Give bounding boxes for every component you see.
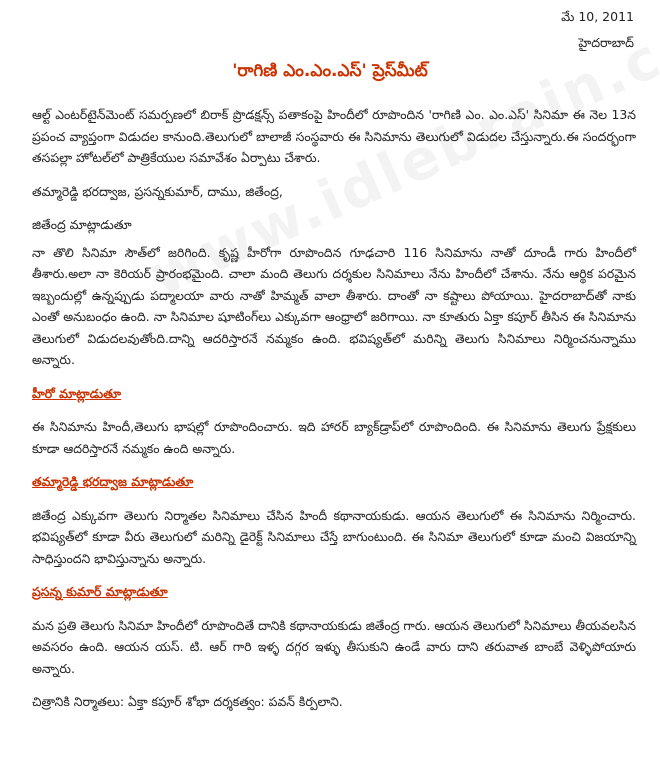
credits-line: చిత్రానికి నిర్మాతలు: ఏక్తా కపూర్ శోభా దర్శకత్వం: పవన్ కిర్పలాని. xyxy=(32,694,343,709)
page-title: 'రాగిణి ఎం.ఎం.ఎస్' ప్రెస్‌మీట్ xyxy=(232,61,428,81)
release-date: మే 10, 2011 xyxy=(561,9,634,24)
speaker-text-tammareddy: జితేంద్ర ఎక్కువగా తెలుగు నిర్మాతల సినిమాలు చేసిన హిందీ కథానాయకుడు. ఆయన తెలుగులో ఈ సినిమాను నిర్మించారు. భవిష్యత్‌లో కూడా వీరు తెలుగులో మరిన్ని డైరెక్ట్ సినిమాలు చేస్తే బాగుంటుంది. ఈ సినిమా తెలుగులో కూడా మంచి విజయాన్ని సాధిస్తుందని భావిస్తున్నాను అన్నారు. xyxy=(32,507,636,566)
speaker-text-prasanna: మన ప్రతి తెలుగు సినిమా హిందీలో రూపొందితే దానికి కథానాయకుడు జితేంద్ర గారు. ఆయన తెలుగులో సినిమాలు తీయవలసిన అవసరం ఉంది. ఆయన యస్. టి. ఆర్ గారి ఇళ్ళ దగ్గర ఇళ్ళు తీసుకుని ఉండే వారు దాని తరువాత బాంబే వెళ్ళిపోయారు అన్నారు. xyxy=(32,617,636,676)
speaker-label-prasanna: ప్రసన్న కుమార్ మాట్లాడుతూ xyxy=(32,584,168,599)
intro-paragraph: ఆల్ట్ ఎంటర్‌టైన్‌మెంట్ సమర్పణలో బిరాక్ ప్రొడక్షన్స్ పతాకంపై హిందీలో రూపొందిన 'రాగిణి ఎం. ఎం.ఎస్' సినిమా ఈ నెల 13న ప్రపంచ వ్యాప్తంగా విడుదల కానుంది.తెలుగులో బాలాజీ సంస్థవారు ఈ సినిమాను తెలుగులో విడుదల చేస్తున్నారు.ఈ సందర్భంగా తసపల్లా హోటల్‌లో పాత్రికేయుల సమావేశం ఏర్పాటు చేశారు. xyxy=(32,107,636,165)
release-location: హైదరాబాద్ xyxy=(578,35,634,50)
speaker-text-jitendra: నా తొలి సినిమా సౌత్‌లో జరిగింది. కృష్ణ హీరోగా రూపొందిన గూఢచారి 116 సినిమాను నాతో దూండీ గారు హిందీలో తీశారు.అలా నా కెరియర్ ప్రారంభమైంది. చాలా మంది తెలుగు దర్శకుల సినిమాలు నేను హిందీలో చేశాను. నేను ఆర్థిక పరమైన ఇబ్బందుల్లో ఉన్నప్పుడు పద్మాలయా వారు నాతో హిమ్మత్ వాలా తీశారు. దాంతో నా కష్టాలు పోయాయి. హైదరాబాద్‌తో నాకు ఎంతో అనుబంధం ఉంది. నా సినిమాల షూటింగ్‌లు ఎక్కువగా ఆంధ్రాలో జరిగాయి. నా కూతురు ఏక్తా కపూర్ తీసిన ఈ సినిమాను తెలుగులో విడుదలవుతోంది.దాన్ని ఆదరిస్తారనే నమ్మకం ఉంది. భవిష్యత్‌లో మరిన్ని తెలుగు సినిమాలు నిర్మించనున్నాము అన్నారు. xyxy=(32,244,636,367)
participants-line: తమ్మారెడ్డి భరద్వాజ, ప్రసన్నకుమార్, దాము, జితేంద్ర, xyxy=(32,183,283,199)
speaker-label-jitendra: జితేంద్ర మాట్లాడుతూ xyxy=(32,217,132,232)
article-body xyxy=(32,104,636,725)
speaker-text-hero: ఈ సినిమాను హిందీ,తెలుగు భాషల్లో రూపొందించారు. ఇది హారర్ బ్యాక్‌డ్రాప్‌లో రూపొందింది. ఈ సినిమాను తెలుగు ప్రేక్షకులు కూడా ఆదరిస్తారనే నమ్మకం ఉంది అన్నారు. xyxy=(32,419,636,456)
speaker-label-tammareddy: తమ్మారెడ్డి భరద్వాజ మాట్లాడుతూ xyxy=(32,474,194,489)
speaker-label-hero: హీరో మాట్లాడుతూ xyxy=(32,385,122,401)
